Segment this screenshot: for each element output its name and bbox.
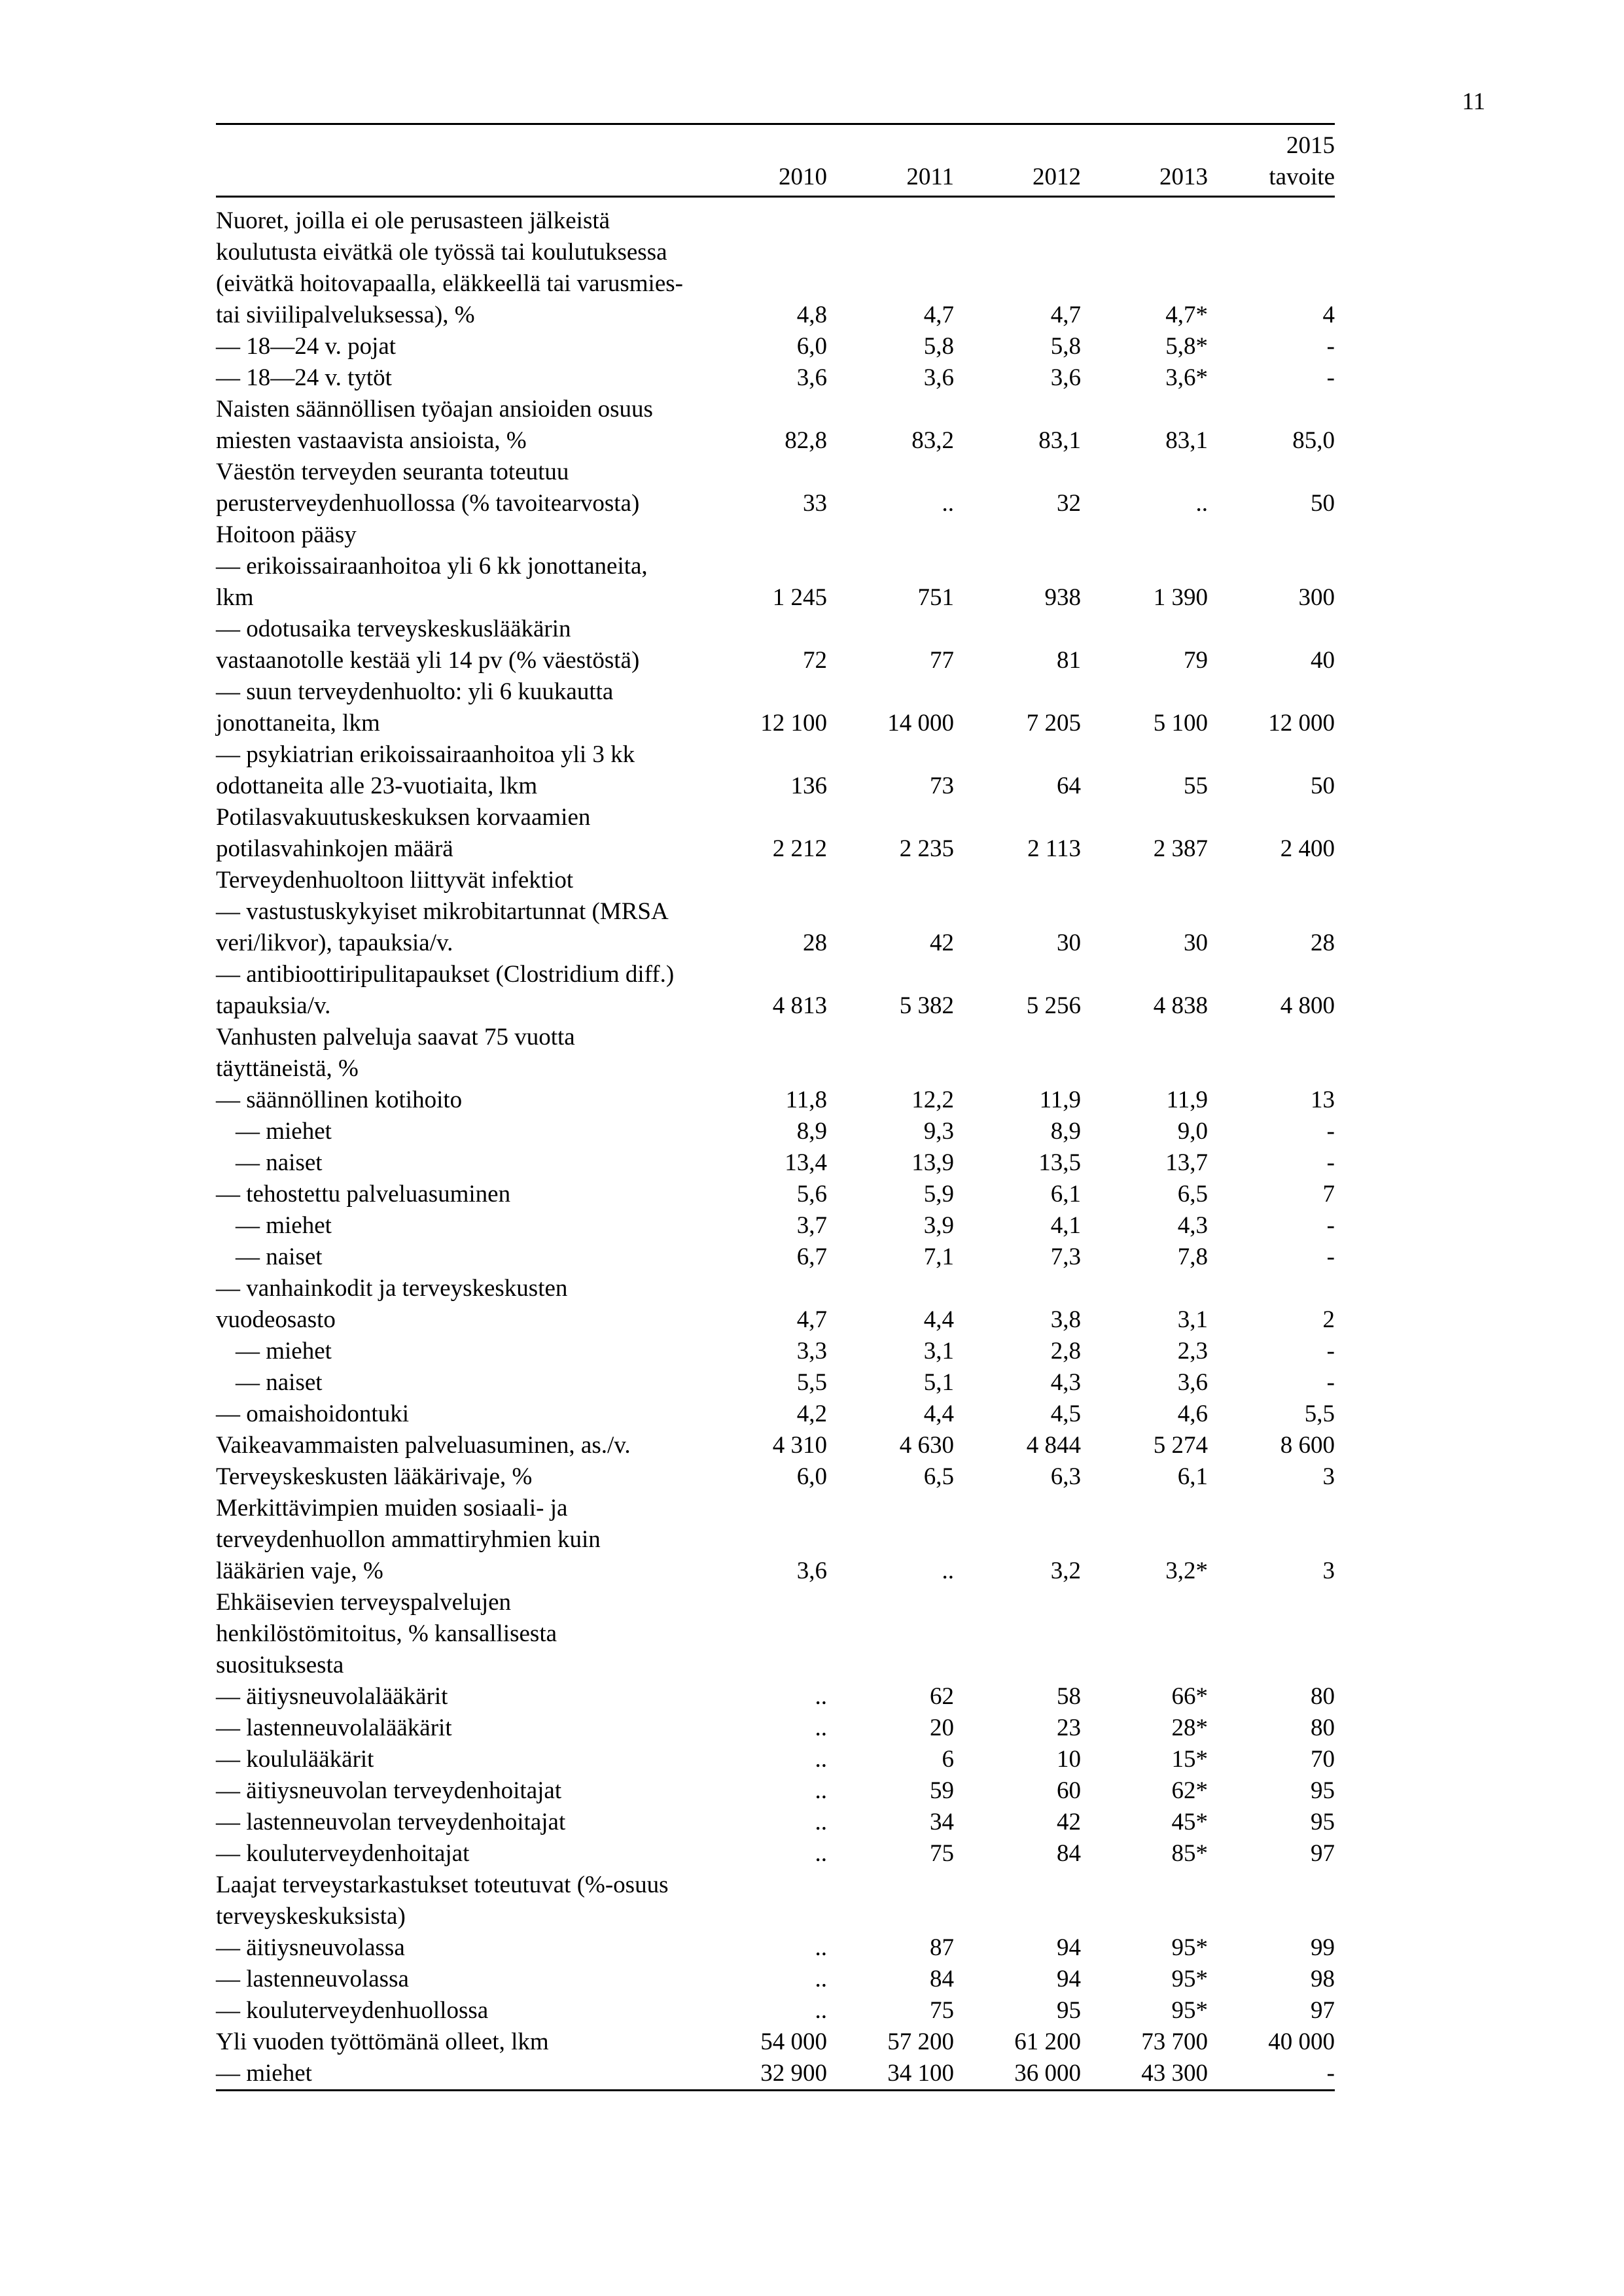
row-label: — antibioottiripulitapaukset (Clostridium diff.) tapauksia/v. — [216, 961, 675, 1019]
cell-2013: 3,1 — [1177, 1306, 1208, 1333]
cell-2011: 20 — [930, 1714, 954, 1741]
table-row — [216, 896, 1335, 959]
cell-2012 — [954, 1022, 1081, 1085]
cell-2011: 751 — [917, 584, 954, 611]
cell-2013: 13,7 — [1165, 1149, 1208, 1176]
cell-2012: 7,3 — [1050, 1244, 1081, 1270]
cell-2013: 73 700 — [1141, 2028, 1208, 2055]
cell-2013: 30 — [1184, 930, 1208, 956]
row-label: — naiset — [236, 1149, 323, 1176]
cell-2013: 1 390 — [1153, 584, 1208, 611]
cell-2013: 83,1 — [1165, 427, 1208, 454]
table-row — [216, 865, 1335, 896]
cell-2010: 6,0 — [796, 1463, 827, 1490]
cell-2013: 95* — [1171, 1934, 1208, 1961]
cell-2015-target — [1208, 1587, 1335, 1681]
cell-2013: 5 100 — [1153, 710, 1208, 737]
cell-2012: 36 000 — [954, 2058, 1081, 2091]
cell-2012: 58 — [1057, 1683, 1081, 1710]
cell-2010: .. — [815, 1809, 827, 1835]
cell-2013: 11,9 — [1166, 1087, 1208, 1113]
indicator-table — [216, 123, 1335, 2091]
row-label: — äitiysneuvolan terveydenhoitajat — [216, 1777, 562, 1804]
cell-2013: 4 838 — [1153, 992, 1208, 1019]
table-row — [216, 1744, 1335, 1775]
table-body — [216, 197, 1335, 2091]
row-label: — miehet — [236, 1338, 332, 1365]
cell-2011: 62 — [930, 1683, 954, 1710]
cell-2010: 3,6 — [796, 364, 827, 391]
cell-2015-target: - — [1326, 1149, 1335, 1176]
cell-2010: .. — [815, 1934, 827, 1961]
cell-2010: 32 900 — [700, 2058, 827, 2091]
cell-2015-target: 12 000 — [1268, 710, 1335, 737]
cell-2011: 3,1 — [923, 1338, 954, 1365]
cell-2010: 4 813 — [772, 992, 827, 1019]
row-label: — vanhainkodit ja terveyskeskusten vuodeosasto — [216, 1275, 568, 1333]
cell-2013: 4,3 — [1177, 1212, 1208, 1239]
cell-2012: 4 844 — [1026, 1432, 1081, 1459]
cell-2015-target: 300 — [1298, 584, 1335, 611]
cell-2010: 4 310 — [772, 1432, 827, 1459]
cell-2011: 6,5 — [923, 1463, 954, 1490]
cell-2012: 42 — [1057, 1809, 1081, 1835]
cell-2011: 5 382 — [899, 992, 954, 1019]
cell-2011: 73 — [930, 773, 954, 799]
cell-2010: .. — [815, 1777, 827, 1804]
cell-2011: 4,4 — [923, 1306, 954, 1333]
cell-2010: 28 — [803, 930, 827, 956]
header-target-label: tavoite — [1269, 164, 1335, 190]
cell-2013: .. — [1195, 490, 1208, 517]
header-year-2015-target — [1208, 124, 1335, 197]
cell-2011: 42 — [930, 930, 954, 956]
header-year-2012: 2012 — [954, 124, 1081, 197]
cell-2010: 3,3 — [796, 1338, 827, 1365]
cell-2012: 2 113 — [1027, 835, 1081, 862]
table-row — [216, 1681, 1335, 1713]
cell-2012: 3,2 — [1050, 1557, 1081, 1584]
cell-2012 — [954, 1587, 1081, 1681]
cell-2012 — [954, 865, 1081, 896]
row-label: — lastenneuvolan terveydenhoitajat — [216, 1809, 566, 1835]
cell-2013: 2,3 — [1177, 1338, 1208, 1365]
cell-2015-target: 99 — [1311, 1934, 1335, 1961]
cell-2012: 4,1 — [1050, 1212, 1081, 1239]
cell-2012: 7 205 — [1026, 710, 1081, 737]
cell-2010 — [700, 1022, 827, 1085]
cell-2012: 60 — [1057, 1777, 1081, 1804]
row-label: Terveyskeskusten lääkärivaje, % — [216, 1463, 533, 1490]
cell-2011: 87 — [930, 1934, 954, 1961]
cell-2010 — [700, 865, 827, 896]
cell-2015-target: - — [1326, 1118, 1335, 1145]
cell-2012 — [954, 1870, 1081, 1932]
cell-2011: 14 000 — [887, 710, 954, 737]
row-label: — miehet — [236, 1212, 332, 1239]
cell-2013 — [1081, 1587, 1208, 1681]
cell-2013: 95* — [1171, 1966, 1208, 1992]
row-label: Väestön terveyden seuranta toteutuu perusterveydenhuollossa (% tavoitearvosta) — [216, 459, 640, 517]
cell-2013: 79 — [1184, 647, 1208, 674]
cell-2015-target: 4 800 — [1280, 992, 1335, 1019]
cell-2015-target: 97 — [1311, 1997, 1335, 2024]
cell-2013: 45* — [1171, 1809, 1208, 1835]
cell-2012: 3,6 — [1050, 364, 1081, 391]
table-row — [216, 1870, 1335, 1932]
row-label: Hoitoon pääsy — [216, 521, 357, 548]
row-label: Yli vuoden työttömänä olleet, lkm — [216, 2028, 549, 2055]
cell-2012: 81 — [1057, 647, 1081, 674]
cell-2011: 84 — [930, 1966, 954, 1992]
cell-2010: .. — [815, 1997, 827, 2024]
cell-2015-target: 3 — [1322, 1557, 1335, 1584]
table-row — [216, 2058, 1335, 2091]
cell-2010: 82,8 — [785, 427, 827, 454]
cell-2011: .. — [942, 1557, 954, 1584]
cell-2010: 54 000 — [760, 2028, 827, 2055]
row-label: — kouluterveydenhuollossa — [216, 1997, 489, 2024]
cell-2013: 55 — [1184, 773, 1208, 799]
cell-2012: 2,8 — [1050, 1338, 1081, 1365]
cell-2015-target: 97 — [1311, 1840, 1335, 1867]
row-label: — suun terveydenhuolto: yli 6 kuukautta jonottaneita, lkm — [216, 678, 614, 737]
cell-2013 — [1081, 865, 1208, 896]
cell-2010: 33 — [803, 490, 827, 517]
cell-2010: 6,7 — [796, 1244, 827, 1270]
cell-2015-target: - — [1326, 333, 1335, 360]
table-row — [216, 457, 1335, 519]
row-label: — omaishoidontuki — [216, 1400, 409, 1427]
cell-2010 — [700, 519, 827, 551]
cell-2013: 85* — [1171, 1840, 1208, 1867]
cell-2010: 8,9 — [796, 1118, 827, 1145]
table-row — [216, 1995, 1335, 2026]
cell-2010: .. — [815, 1683, 827, 1710]
row-label: Vanhusten palveluja saavat 75 vuotta täyttäneistä, % — [216, 1024, 575, 1082]
table-row — [216, 1807, 1335, 1838]
row-label: — äitiysneuvolalääkärit — [216, 1683, 448, 1710]
table-row — [216, 1430, 1335, 1461]
table-row — [216, 1399, 1335, 1430]
cell-2013 — [1081, 1022, 1208, 1085]
cell-2010: 3,6 — [796, 1557, 827, 1584]
table-row — [216, 2026, 1335, 2058]
table-row — [216, 739, 1335, 802]
cell-2012: 4,3 — [1050, 1369, 1081, 1396]
row-label: — 18—24 v. tytöt — [216, 364, 392, 391]
cell-2012: 23 — [1057, 1714, 1081, 1741]
cell-2013: 3,2* — [1165, 1557, 1208, 1584]
row-label: — 18—24 v. pojat — [216, 333, 397, 360]
table-row — [216, 1022, 1335, 1085]
cell-2012: 13,5 — [1038, 1149, 1081, 1176]
table-row — [216, 1179, 1335, 1210]
cell-2013: 5,8* — [1165, 333, 1208, 360]
cell-2010: 4,8 — [796, 302, 827, 328]
cell-2010: 13,4 — [785, 1149, 827, 1176]
cell-2015-target: 5,5 — [1304, 1400, 1335, 1427]
table-row — [216, 614, 1335, 676]
cell-2012: 8,9 — [1050, 1118, 1081, 1145]
cell-2013: 6,5 — [1177, 1181, 1208, 1208]
cell-2011: 57 200 — [887, 2028, 954, 2055]
cell-2015-target: 3 — [1322, 1463, 1335, 1490]
cell-2013: 5 274 — [1153, 1432, 1208, 1459]
cell-2012: 94 — [1057, 1934, 1081, 1961]
cell-2010: .. — [815, 1840, 827, 1867]
cell-2015-target: 50 — [1311, 773, 1335, 799]
cell-2010: 4,7 — [796, 1306, 827, 1333]
cell-2015-target: - — [1326, 1244, 1335, 1270]
cell-2010: 5,5 — [796, 1369, 827, 1396]
table-row — [216, 1838, 1335, 1870]
row-label: — vastustuskykyiset mikrobitartunnat (MRSA veri/likvor), tapauksia/v. — [216, 898, 667, 956]
cell-2015-target: 4 — [1322, 302, 1335, 328]
table-row — [216, 519, 1335, 551]
cell-2015-target — [1208, 1870, 1335, 1932]
cell-2013: 62* — [1171, 1777, 1208, 1804]
cell-2013 — [1081, 519, 1208, 551]
cell-2010: 3,7 — [796, 1212, 827, 1239]
table-row — [216, 1336, 1335, 1367]
cell-2015-target: - — [1326, 1338, 1335, 1365]
cell-2011: 5,1 — [923, 1369, 954, 1396]
cell-2012: 938 — [1044, 584, 1081, 611]
cell-2010: 72 — [803, 647, 827, 674]
cell-2015-target: - — [1326, 1212, 1335, 1239]
cell-2015-target: 28 — [1311, 930, 1335, 956]
table-row — [216, 1964, 1335, 1995]
cell-2010: .. — [815, 1746, 827, 1773]
row-label: — psykiatrian erikoissairaanhoitoa yli 3 kk odottaneita alle 23-vuotiaita, lkm — [216, 741, 635, 799]
cell-2013: 95* — [1171, 1997, 1208, 2024]
cell-2015-target: - — [1208, 2058, 1335, 2091]
cell-2015-target: 2 400 — [1280, 835, 1335, 862]
cell-2012: 94 — [1057, 1966, 1081, 1992]
cell-2013: 3,6 — [1177, 1369, 1208, 1396]
cell-2011: 3,9 — [923, 1212, 954, 1239]
cell-2010: 136 — [790, 773, 827, 799]
row-label: — erikoissairaanhoitoa yli 6 kk jonottaneita, lkm — [216, 553, 648, 611]
table-row — [216, 1461, 1335, 1493]
table-row — [216, 551, 1335, 614]
cell-2015-target: 13 — [1311, 1087, 1335, 1113]
cell-2011: 4,7 — [923, 302, 954, 328]
cell-2010: .. — [815, 1966, 827, 1992]
cell-2011 — [827, 865, 954, 896]
cell-2013: 6,1 — [1177, 1463, 1208, 1490]
cell-2013: 4,7* — [1165, 302, 1208, 328]
cell-2011: 5,8 — [923, 333, 954, 360]
cell-2015-target: - — [1326, 1369, 1335, 1396]
row-label: Vaikeavammaisten palveluasuminen, as./v. — [216, 1432, 631, 1459]
cell-2013: 9,0 — [1177, 1118, 1208, 1145]
cell-2013: 28* — [1171, 1714, 1208, 1741]
row-label: — säännöllinen kotihoito — [216, 1087, 463, 1113]
table-row — [216, 1367, 1335, 1399]
cell-2012 — [954, 519, 1081, 551]
cell-2012: 95 — [1057, 1997, 1081, 2024]
cell-2015-target: 95 — [1311, 1809, 1335, 1835]
table-row — [216, 1147, 1335, 1179]
cell-2011: 34 100 — [827, 2058, 954, 2091]
cell-2011: 77 — [930, 647, 954, 674]
cell-2010 — [700, 1587, 827, 1681]
table-row — [216, 394, 1335, 457]
cell-2013: 7,8 — [1177, 1244, 1208, 1270]
cell-2011: 5,9 — [923, 1181, 954, 1208]
cell-2011 — [827, 519, 954, 551]
row-label: Potilasvakuutuskeskuksen korvaamien potilasvahinkojen määrä — [216, 804, 591, 862]
row-label: — koululääkärit — [216, 1746, 374, 1773]
cell-2012: 6,3 — [1050, 1463, 1081, 1490]
table-row — [216, 1493, 1335, 1587]
cell-2015-target: 2 — [1322, 1306, 1335, 1333]
cell-2015-target: 95 — [1311, 1777, 1335, 1804]
cell-2013: 2 387 — [1153, 835, 1208, 862]
cell-2011: 2 235 — [899, 835, 954, 862]
cell-2011: 4,4 — [923, 1400, 954, 1427]
table-header — [216, 124, 1335, 197]
cell-2011: 12,2 — [911, 1087, 954, 1113]
table-row — [216, 802, 1335, 865]
row-label: — miehet — [236, 1118, 332, 1145]
row-label: Ehkäisevien terveyspalvelujen henkilöstömitoitus, % kansallisesta suosituksesta — [216, 1589, 557, 1679]
row-label: — lastenneuvolassa — [216, 1966, 409, 1992]
header-year-2013: 2013 — [1081, 124, 1208, 197]
cell-2013: 4,6 — [1177, 1400, 1208, 1427]
cell-2011: 59 — [930, 1777, 954, 1804]
row-label: Merkittävimpien muiden sosiaali- ja terveydenhuollon ammattiryhmien kuin lääkärien vaje, % — [216, 1495, 601, 1584]
cell-2012: 4,7 — [1050, 302, 1081, 328]
cell-2012: 11,9 — [1039, 1087, 1081, 1113]
header-year-2015: 2015 — [1286, 132, 1335, 159]
cell-2015-target: 7 — [1322, 1181, 1335, 1208]
table-row — [216, 1775, 1335, 1807]
cell-2011: 75 — [930, 1840, 954, 1867]
cell-2012: 61 200 — [1014, 2028, 1081, 2055]
table-row — [216, 1242, 1335, 1273]
cell-2011: 83,2 — [911, 427, 954, 454]
cell-2015-target: - — [1326, 364, 1335, 391]
cell-2015-target: 80 — [1311, 1714, 1335, 1741]
table-row — [216, 1085, 1335, 1116]
cell-2013: 3,6* — [1165, 364, 1208, 391]
cell-2010: 4,2 — [796, 1400, 827, 1427]
cell-2012: 3,8 — [1050, 1306, 1081, 1333]
cell-2010 — [700, 1870, 827, 1932]
page-number: 11 — [1462, 88, 1485, 115]
cell-2015-target — [1208, 519, 1335, 551]
row-label: — odotusaika terveyskeskuslääkärin vastaanotolle kestää yli 14 pv (% väestöstä) — [216, 616, 640, 674]
cell-2013: 15* — [1171, 1746, 1208, 1773]
table-row — [216, 1587, 1335, 1681]
table-row — [216, 1116, 1335, 1147]
header-label — [216, 124, 700, 197]
table-row — [216, 331, 1335, 362]
row-label: — naiset — [236, 1244, 323, 1270]
row-label: — lastenneuvolalääkärit — [216, 1714, 452, 1741]
cell-2011: 6 — [942, 1746, 954, 1773]
cell-2011: 13,9 — [911, 1149, 954, 1176]
row-label: — miehet — [216, 2058, 700, 2091]
cell-2010: 6,0 — [796, 333, 827, 360]
cell-2012: 5,8 — [1050, 333, 1081, 360]
cell-2015-target: 70 — [1311, 1746, 1335, 1773]
row-label: — kouluterveydenhoitajat — [216, 1840, 470, 1867]
cell-2010: 1 245 — [772, 584, 827, 611]
cell-2010: 2 212 — [772, 835, 827, 862]
header-year-2011: 2011 — [827, 124, 954, 197]
cell-2011: .. — [942, 490, 954, 517]
cell-2015-target: 40 — [1311, 647, 1335, 674]
table-row — [216, 959, 1335, 1022]
cell-2015-target: 98 — [1311, 1966, 1335, 1992]
cell-2011: 3,6 — [923, 364, 954, 391]
cell-2013 — [1081, 1870, 1208, 1932]
cell-2011: 75 — [930, 1997, 954, 2024]
row-label: Nuoret, joilla ei ole perusasteen jälkeistä koulutusta eivätkä ole työssä tai koulutuksessa (eivätkä hoitovapaalla, eläkkeellä tai varusmies- tai siviilipalveluksessa), % — [216, 207, 683, 328]
cell-2011: 4 630 — [899, 1432, 954, 1459]
cell-2010: 5,6 — [796, 1181, 827, 1208]
cell-2011 — [827, 1870, 954, 1932]
table-row — [216, 197, 1335, 332]
cell-2013: 66* — [1171, 1683, 1208, 1710]
table-row — [216, 1932, 1335, 1964]
cell-2015-target: 85,0 — [1292, 427, 1335, 454]
row-label: — äitiysneuvolassa — [216, 1934, 405, 1961]
cell-2012: 4,5 — [1050, 1400, 1081, 1427]
cell-2011: 7,1 — [923, 1244, 954, 1270]
cell-2012: 32 — [1057, 490, 1081, 517]
row-label: Terveydenhuoltoon liittyvät infektiot — [216, 867, 574, 894]
header-year-2010: 2010 — [700, 124, 827, 197]
cell-2015-target: 80 — [1311, 1683, 1335, 1710]
cell-2012: 30 — [1057, 930, 1081, 956]
cell-2012: 10 — [1057, 1746, 1081, 1773]
cell-2010: 11,8 — [785, 1087, 827, 1113]
cell-2015-target — [1208, 865, 1335, 896]
cell-2012: 83,1 — [1038, 427, 1081, 454]
row-label: Laajat terveystarkastukset toteutuvat (%-osuus terveyskeskuksista) — [216, 1871, 669, 1930]
row-label: — naiset — [236, 1369, 323, 1396]
cell-2012: 64 — [1057, 773, 1081, 799]
table-row — [216, 676, 1335, 739]
cell-2012: 84 — [1057, 1840, 1081, 1867]
cell-2012: 5 256 — [1026, 992, 1081, 1019]
cell-2015-target: 50 — [1311, 490, 1335, 517]
cell-2011: 34 — [930, 1809, 954, 1835]
cell-2012: 6,1 — [1050, 1181, 1081, 1208]
row-label: Naisten säännöllisen työajan ansioiden osuus miesten vastaavista ansioista, % — [216, 396, 653, 454]
cell-2015-target: 40 000 — [1268, 2028, 1335, 2055]
cell-2015-target: 8 600 — [1280, 1432, 1335, 1459]
cell-2010: 12 100 — [760, 710, 827, 737]
table-row — [216, 362, 1335, 394]
table-row — [216, 1713, 1335, 1744]
cell-2013: 43 300 — [1081, 2058, 1208, 2091]
cell-2011: 9,3 — [923, 1118, 954, 1145]
table-row — [216, 1273, 1335, 1336]
cell-2011 — [827, 1022, 954, 1085]
row-label: — tehostettu palveluasuminen — [216, 1181, 511, 1208]
cell-2015-target — [1208, 1022, 1335, 1085]
cell-2011 — [827, 1587, 954, 1681]
cell-2010: .. — [815, 1714, 827, 1741]
table-row — [216, 1210, 1335, 1242]
